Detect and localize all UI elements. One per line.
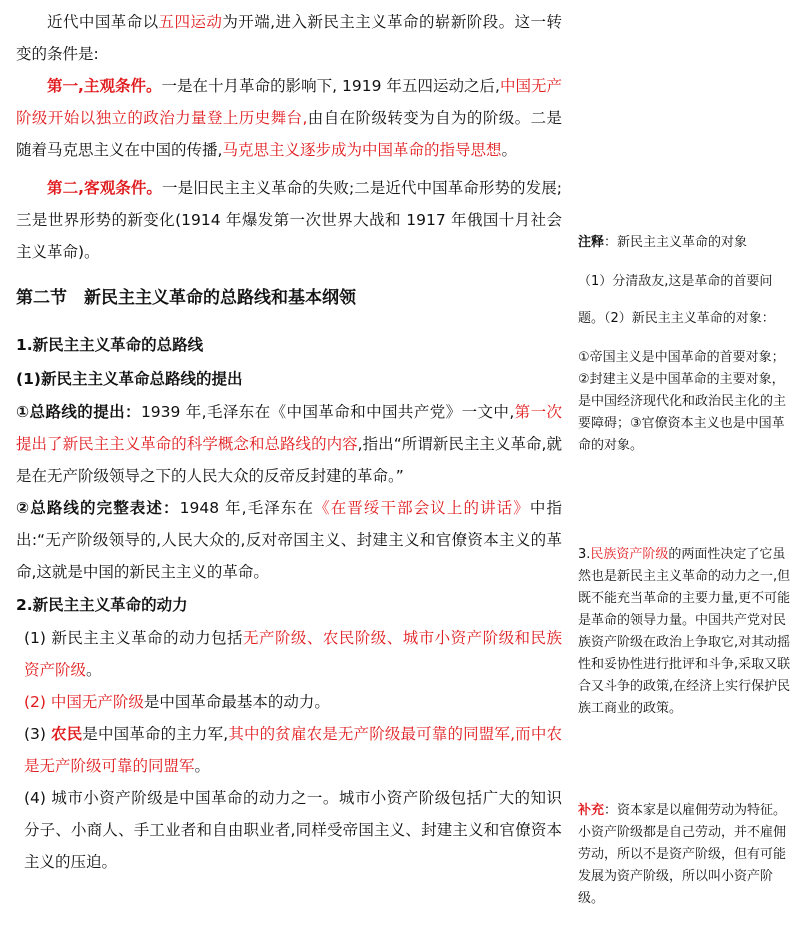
text: 一是旧民主主义革命的失败;二是近代中国革命形势的发展;三是世界形势的新变化(1914 年爆发第一次世界大战和 1917 年俄国十月社会主义革命)。: [16, 179, 562, 261]
text: （1）分清敌友,这是革命的首要问题。（2）新民主主义革命的对象：: [578, 274, 775, 326]
text: 。: [194, 757, 211, 775]
heading-general-line-proposal: (1)新民主主义革命总路线的提出: [16, 370, 243, 388]
label: ②总路线的完整表述：: [16, 499, 180, 517]
section-title: 第二节 新民主主义革命的总路线和基本纲领: [16, 288, 356, 308]
highlight: 五四运动: [158, 13, 223, 31]
main-column: [16, 6, 562, 878]
text: ①帝国主义是中国革命的首要对象；②封建主义是中国革命的主要对象，是中国经济现代化和政治民主化的主要障碍；③官僚资本主义也是中国革命的对象。: [578, 350, 787, 453]
text: 一是在十月革命的影响下, 1919 年五四运动之后,: [161, 77, 500, 95]
driving-force-2: [16, 686, 562, 718]
driving-force-1: [16, 622, 562, 686]
text: 。: [86, 661, 102, 679]
point-complete-statement: [16, 492, 562, 588]
text: 。: [501, 141, 517, 159]
text: 1939 年,毛泽东在《中国革命和中国共产党》一文中,: [140, 403, 515, 421]
highlight: 《在晋绥干部会议上的讲话》: [314, 499, 530, 517]
text: ,指出“所谓新民主主义革命,就是在无产阶级领导之下的人民大众的反帝反封建的革命。”: [16, 435, 562, 485]
intro-paragraph: [16, 6, 562, 70]
text: 是中国革命的主力军,: [82, 725, 229, 743]
text: (4) 城市小资产阶级是中国革命的动力之一。城市小资产阶级包括广大的知识分子、小商人、手工业者和自由职业者,同样受帝国主义、封建主义和官僚资本主义的压迫。: [24, 789, 562, 871]
subjective-condition-paragraph: [16, 70, 562, 166]
text: 为开端,进入新民主主义革命的崭新阶段。这一转变的条件是:: [16, 13, 562, 63]
text: 中指出:“无产阶级领导的,人民大众的,反对帝国主义、封建主义和官僚资本主义的革命,这就是中国的新民主主义的革命。: [16, 499, 562, 581]
label: 补充: [578, 803, 605, 818]
text: 由自在阶级转变为自为的阶级。二是随着马克思主义在中国的传播,: [16, 109, 562, 159]
side-note-national-bourgeoisie: [578, 544, 792, 720]
highlight: 其中的贫雇农是无产阶级最可靠的同盟军,而中农是无产阶级可靠的同盟军: [24, 725, 562, 775]
side-note-targets: [578, 232, 792, 457]
text: 近代中国革命以: [47, 13, 159, 31]
driving-force-4: [16, 782, 562, 878]
highlight: 中国无产阶级开始以独立的政治力量登上历史舞台,: [16, 77, 562, 127]
text: 是中国革命最基本的动力。: [143, 693, 330, 711]
highlight: 无产阶级、农民阶级、城市小资产阶级和民族资产阶级: [24, 629, 562, 679]
text: ：新民主主义革命的对象: [604, 235, 748, 250]
point-proposal: [16, 396, 562, 492]
highlight: 第一次提出了新民主主义革命的科学概念和总路线的内容: [16, 403, 562, 453]
highlight: (2) 中国无产阶级: [24, 693, 144, 711]
objective-condition-paragraph: [16, 172, 562, 268]
highlight: 农民: [51, 725, 83, 743]
text: 3.: [578, 547, 591, 562]
text: 的两面性决定了它虽然也是新民主主义革命的动力之一,但既不能充当革命的主要力量,更不可能是革命的领导力量。中国共产党对民族资产阶级在政治上争取它,对其动摇性和妥协性进行批评和斗争,采取又联合又斗争的政策,在经济上实行保护民族工商业的政策。: [578, 547, 791, 716]
highlight: 民族资产阶级: [590, 547, 669, 562]
text: ：资本家是以雇佣劳动为特征。小资产阶级都是自己劳动，并不雇佣劳动，所以不是资产阶级，但有可能发展为资产阶级，所以叫小资产阶级。: [578, 803, 787, 906]
label: ①总路线的提出：: [16, 403, 141, 421]
side-note-supplement: [578, 800, 792, 910]
label: 注释: [578, 235, 605, 250]
text: (1) 新民主主义革命的动力包括: [24, 629, 244, 647]
text: 1948 年,毛泽东在: [179, 499, 315, 517]
label: 第一,主观条件。: [47, 77, 162, 95]
label: 第二,客观条件。: [47, 179, 163, 197]
heading-general-line: 1.新民主主义革命的总路线: [16, 336, 204, 354]
text: (3): [24, 725, 52, 743]
heading-driving-forces: 2.新民主主义革命的动力: [16, 596, 188, 614]
driving-force-3: [16, 718, 562, 782]
highlight: 马克思主义逐步成为中国革命的指导思想: [222, 141, 502, 159]
